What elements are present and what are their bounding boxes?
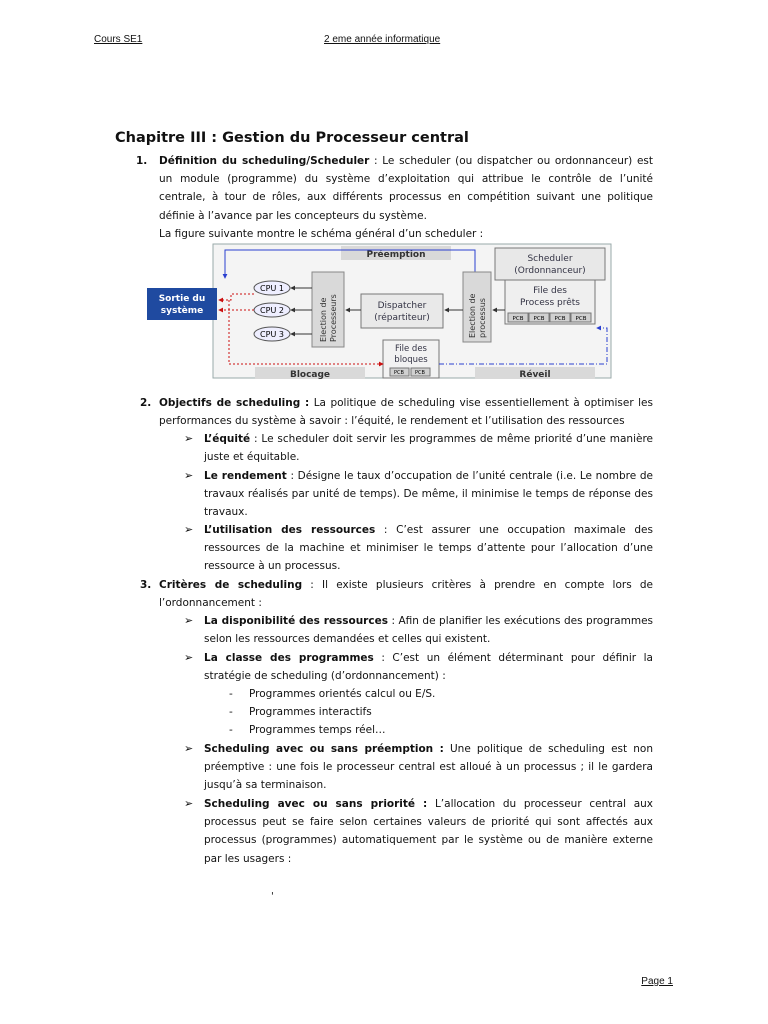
section-2-paragraph: [159, 394, 653, 430]
scheduler-label-2: (Ordonnanceur): [514, 266, 586, 276]
stray-mark: ': [271, 891, 274, 902]
criterion-disponibilite: La disponibilité des ressources : Afin de planifier les exécutions des programmes selon les ressources demandées et celles qui existent.: [204, 615, 654, 646]
cpu-1-label: CPU 1: [260, 284, 284, 293]
blocage-label: Blocage: [289, 370, 331, 380]
page-number: Page 1: [641, 976, 673, 987]
criterion-preemption: Scheduling avec ou sans préemption : Une politique de scheduling est non préemptive : une fois le processeur central est alloué à un processus ; il le gardera jusqu’à sa terminaison.: [204, 743, 653, 792]
criterion-classe: La classe des programmes : C’est un élément déterminant pour définir la stratégie de scheduling (d’ordonnancement) :: [204, 652, 653, 683]
pcb-3: PCB: [554, 316, 566, 322]
chapter-title: Chapitre III : Gestion du Processeur central: [115, 130, 469, 146]
sub-item-calcul: Programmes orientés calcul ou E/S.: [249, 688, 436, 700]
section-2-heading: Objectifs de scheduling :: [159, 397, 310, 409]
file-bloques-label-1: File des: [395, 344, 427, 354]
bullet-arrow-icon: ➢: [184, 651, 194, 664]
section-1-number: 1.: [136, 155, 148, 167]
section-1-text: : Le scheduler (ou dispatcher ou ordonnanceur) est un module (programme) du système d’exploitation qui attribue le contrôle de l’unité centrale, à tour de rôles, aux différents processus en compétition suivant une politique définie à l’avance par les concepteurs du système.: [159, 155, 653, 222]
file-bloques-label-2: bloques: [394, 355, 428, 365]
section-1-paragraph: [159, 152, 653, 225]
pcb-queue-ready: [508, 313, 591, 322]
election-processus-label-2: processus: [478, 298, 487, 338]
header-year: 2 eme année informatique: [324, 34, 441, 45]
scheduler-diagram: [145, 242, 615, 384]
scheduler-label-1: Scheduler: [527, 254, 573, 264]
election-processeurs-label-2: Processeurs: [329, 294, 338, 342]
dispatcher-label-1: Dispatcher: [377, 301, 427, 311]
pcb-4: PCB: [575, 316, 587, 322]
pcb-1: PCB: [512, 316, 524, 322]
dash-bullet: -: [229, 706, 233, 718]
bullet-arrow-icon: ➢: [184, 797, 194, 810]
section-3-heading: Critères de scheduling: [159, 579, 303, 591]
section-3-number: 3.: [140, 579, 152, 591]
dispatcher-label-2: (répartiteur): [374, 313, 430, 323]
election-processeurs-box: [312, 272, 344, 347]
bullet-arrow-icon: ➢: [184, 742, 194, 755]
criterion-priorite: Scheduling avec ou sans priorité : L’allocation du processeur central aux processus peut se faire selon certaines valeurs de priorité qui sont affectés aux processus (programmes) automatiquement par le système ou de manière externe par les usagers :: [204, 798, 653, 865]
pcb-2: PCB: [533, 316, 545, 322]
bullet-arrow-icon: ➢: [184, 432, 194, 445]
election-processeurs-label-1: Election de: [319, 297, 328, 342]
objective-rendement: Le rendement : Désigne le taux d’occupation de l’unité centrale (i.e. Le nombre de travaux réalisés par unité de temps). De même, il minimise le temps de réponse des travaux.: [204, 470, 653, 519]
dash-bullet: -: [229, 724, 233, 736]
pcb-blocked-2: PCB: [415, 370, 425, 376]
figure-intro: La figure suivante montre le schéma général d’un scheduler :: [159, 228, 484, 240]
file-prets-label-1: File des: [533, 286, 567, 296]
preemption-label: Préemption: [366, 250, 426, 260]
bullet-arrow-icon: ➢: [184, 469, 194, 482]
dash-bullet: -: [229, 688, 233, 700]
objective-utilisation: L’utilisation des ressources : C’est assurer une occupation maximale des ressources de la machine et minimiser le temps d’attente pour l’allocation d’une ressource à un processus.: [204, 524, 653, 573]
cpu-2-label: CPU 2: [260, 306, 284, 315]
objective-equite: L’équité : Le scheduler doit servir les programmes de même priorité d’une manière juste et équitable.: [204, 433, 653, 464]
file-prets-label-2: Process prêts: [520, 298, 580, 308]
election-processus-label-1: Election de: [468, 293, 477, 338]
bullet-arrow-icon: ➢: [184, 614, 194, 627]
section-2-text: La politique de scheduling vise essentiellement à optimiser les performances du système à savoir : l’équité, le rendement et l’utilisation des ressources: [159, 397, 653, 428]
sub-item-interactifs: Programmes interactifs: [249, 706, 372, 718]
sub-item-temps-reel: Programmes temps réel…: [249, 724, 386, 736]
header-course: Cours SE1: [94, 34, 143, 45]
bullet-arrow-icon: ➢: [184, 523, 194, 536]
cpu-3-label: CPU 3: [260, 330, 284, 339]
reveil-label: Réveil: [519, 370, 551, 380]
pcb-blocked-1: PCB: [394, 370, 404, 376]
section-2-number: 2.: [140, 397, 152, 409]
section-3-paragraph: [159, 576, 653, 612]
section-3-text: : Il existe plusieurs critères à prendre en compte lors de l’ordonnancement :: [159, 579, 653, 610]
sortie-label-2: système: [160, 306, 204, 316]
sortie-label-1: Sortie du: [158, 294, 206, 304]
section-1-heading: Définition du scheduling/Scheduler: [159, 155, 370, 167]
